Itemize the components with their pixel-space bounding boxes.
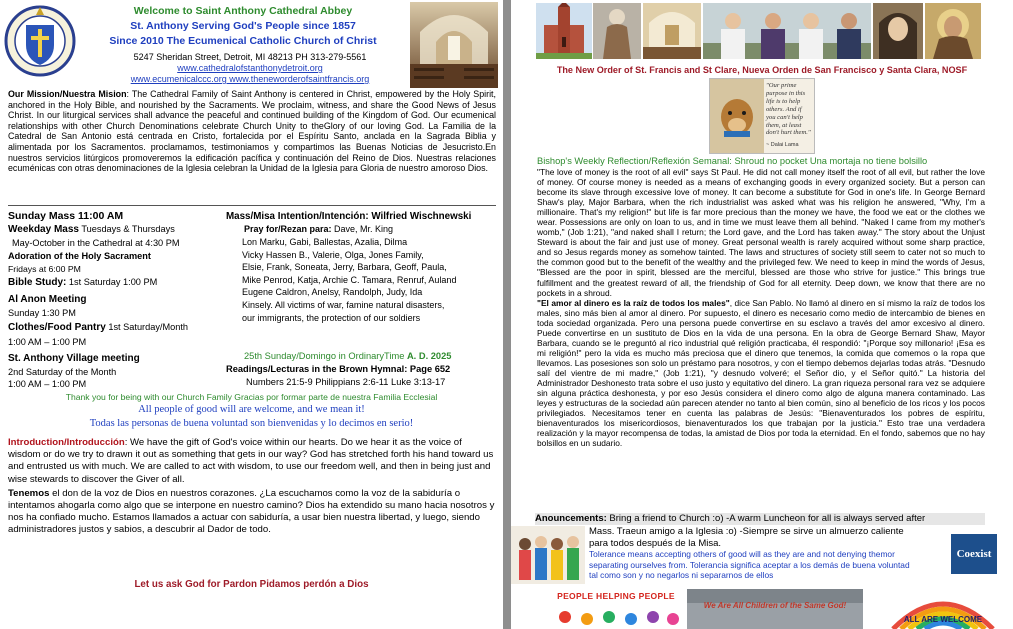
announcements-text-en: Bring a friend to Church :o) -A warm Luncheon for all is always served after bbox=[606, 513, 926, 524]
pray-label: Pray for/Rezan para: bbox=[244, 224, 332, 234]
village-time: 2nd Saturday of the Month bbox=[8, 367, 117, 377]
all-are-welcome-banner bbox=[889, 589, 997, 629]
cathedral-interior-photo bbox=[410, 2, 498, 88]
same-god-banner bbox=[687, 589, 863, 629]
tolerance-text: Tolerance means accepting others of good will as they are and not denying themor separating ourselves from. Tolerancia significa aceptar a los demás de buena voluntad tal como son y no negarlos ni separarnos de ellos bbox=[589, 549, 910, 581]
sunday-ordinary-time: 25th Sunday/Domingo in OrdinaryTime bbox=[244, 351, 405, 361]
left-page bbox=[0, 0, 503, 629]
schedule-section bbox=[8, 209, 230, 390]
address-text: 5247 Sheridan Street, Detroit, MI 48213 PH 313-279-5561 bbox=[133, 52, 367, 62]
alanon-title: Al Anon Meeting bbox=[8, 294, 87, 305]
dog-photo-icon bbox=[710, 79, 764, 153]
introduction-es-lead: Tenemos bbox=[8, 487, 50, 499]
weekday-mass-title: Weekday Mass bbox=[8, 224, 79, 235]
children-group-photo bbox=[511, 526, 585, 584]
prayer-name-line: Eugene Caldron, Anelsy, Randolph, Judy, Ida bbox=[242, 287, 423, 298]
reflection-title: Bishop's Weekly Reflection/Reflexión Semanal: Shroud no pocket Una mortaja no tiene bolsillo bbox=[537, 156, 928, 166]
prayer-name-line: Kinsely. All victims of war, famine natural disasters, bbox=[242, 299, 445, 310]
mission-section bbox=[8, 89, 496, 174]
cathedral-altar-photo bbox=[643, 3, 701, 59]
welcome-all-en: All people of good will are welcome, and we mean it! bbox=[138, 404, 365, 415]
coexist-logo-text: Coexist bbox=[956, 548, 992, 560]
quote-author: ~ Dalai Lama bbox=[766, 142, 799, 148]
order-heading: The New Order of St. Francis and St Clare, Nueva Orden de San Francisco y Santa Clara, NOSF bbox=[556, 65, 968, 75]
adoration-time: Fridays at 6:00 PM bbox=[8, 264, 81, 274]
all-are-welcome-text: ALL ARE WELCOME bbox=[903, 615, 983, 624]
reflection-text-en: "The love of money is the root of all evil" says St Paul. He did not call money itself the root of all evil, but rather the love of money. Of course money is needed as a means of exchanging goods in every organized society. But a person can become its slave through excessive love of money. It can become a substitute for God in one's life. In George Bernard Shaw's play, Major Barbara, when the rich industrialist was asked what was his religion he answered, "Why, I'm a millionaire. That's my religion!" but life is far more precious than the money we have, the food we eat or the clothes we wear. Possessions are only on loan to us, and in time we must leave them all behind. "Naked I came from my mother's womb," (Job 1:21), "and naked shall I return; the Lord gave, and the Lord has taken away." The story about the Unjust Steward is about the fair and just use of money. Great personal wealth is rarely acquired without some sharp practice, and so Jesus regards money as somehow tainted. The laws and structures of society still seem to cater not so much to the common good but to the benefit of the wealthy and the privileged few. We need to keep in mind the words of Jesus, "Blessed are the poor in spirit, blessed are the merciful, blessed are those who strive for justice." This brings true fulfillment and the greatest reward of all, the friendship of God for all eternity. Deep down, we know that there are no pockets in a shroud. bbox=[537, 167, 985, 298]
readings-title: Readings/Lecturas in the Brown Hymnal: Page 652 bbox=[226, 364, 451, 374]
since-heading: Since 2010 The Ecumenical Catholic Church of Christ bbox=[109, 35, 377, 47]
intention-title: Mass/Misa Intention/Intención: Wilfried Wischnewski bbox=[226, 211, 472, 222]
village-hours: 1:00 AM – 1:00 PM bbox=[8, 379, 87, 389]
prayer-name-line: Elsie, Frank, Soneata, Jerry, Barbara, Geoff, Paula, bbox=[242, 262, 447, 273]
sunday-mass: Sunday Mass 11:00 AM bbox=[8, 210, 124, 222]
alanon-time: Sunday 1:30 PM bbox=[8, 308, 76, 318]
bible-study-time: 1st Saturday 1:00 PM bbox=[66, 277, 158, 287]
thanks-text: Thank you for being with our Church Family Gracias por formar parte de nuestra Familia Ecclesial bbox=[65, 392, 438, 402]
prayer-name-line: Mike Penrod, Katja, Archie C. Tamara, Renruf, Auland bbox=[242, 274, 457, 285]
reflection-section bbox=[537, 155, 985, 448]
church-seal-icon bbox=[4, 3, 76, 85]
readings-section bbox=[226, 350, 501, 388]
announcements-section bbox=[535, 513, 985, 525]
st-francis-icon-photo bbox=[925, 3, 981, 59]
serving-heading: St. Anthony Serving God's People since 1857 bbox=[130, 20, 356, 32]
reflection-es-lead: "El amor al dinero es la raíz de todos los males" bbox=[537, 297, 730, 308]
right-page bbox=[511, 0, 1013, 629]
bible-study-title: Bible Study: bbox=[8, 277, 67, 288]
welcome-all-es: Todas las personas de buena voluntad son bienvenidas y lo decimos en serio! bbox=[89, 418, 414, 429]
village-title: St. Anthony Village meeting bbox=[8, 353, 140, 364]
prayer-name-line: Lon Marku, Gabi, Ballestas, Azalia, Dilma bbox=[242, 237, 408, 247]
website-link-2[interactable]: www.ecumenicalccc.org www.theneworderofsaintfrancis.org bbox=[130, 74, 370, 84]
pray-first: Dave, Mr. King bbox=[331, 224, 394, 234]
mission-text-es: La Familia de la Catedral de San Antonio está centrada en Cristo, fortalecida por el Espíritu Santo, anclada en la Sagrada Biblia y alimentada por los Sacramentos. proclamamos, testimoniamos y compartimos las Buenas Noticias de Jesucristo.En nuestros servicios litúrgicos promoveremos la edificación pacífica y continuación del Reino de Dios. Nuestras relaciones ecuménicas con otras denominaciones de la Iglesia celebran la Unidad de la Iglesia para Gloria de nuestro amoroso Dios. bbox=[8, 120, 497, 174]
weekday-mass-detail: May-October in the Cathedral at 4:30 PM bbox=[12, 238, 180, 248]
mission-text-en: : The Cathedral Family of Saint Anthony is centered in Christ, empowered by the Holy Spirit, anchored in the Holy Bible, and nourished by the Sacraments. We proclaim, witness, and share the Good News of Jesus Christ. In our liturgical services shall advance the peaceful and continued building of the Kingdom of God. Our ecumenical relationships with other Church Denominations celebrate Church Unity to theGlory of our loving God. bbox=[8, 89, 496, 131]
pantry-title: Clothes/Food Pantry bbox=[8, 322, 106, 333]
introduction-text-es: el don de la voz de Dios en nuestros corazones. ¿La escuchamos como la voz de la sabiduría o intentamos ahogarla como algo que se interpone en nuestro camino? Dios ha extendido su mano hacia nosotros y nos ha confiado mucho. Estamos llamados a actuar con sabiduría, a usar bien nuestra libertad, y luego, siendo administradores justos y sabios, a descubrir al Dador de todo. bbox=[8, 487, 495, 536]
introduction-title: Introduction/Introducción bbox=[8, 437, 125, 448]
prayer-name-line: our immigrants, the protection of our soldiers bbox=[242, 312, 421, 323]
pantry-time: 1st Saturday/Month bbox=[105, 322, 189, 332]
introduction-section bbox=[8, 437, 496, 537]
divider bbox=[8, 205, 496, 206]
announcements-title: Anouncements: bbox=[535, 513, 607, 524]
helping-text: PEOPLE HELPING PEOPLE bbox=[557, 591, 675, 601]
reflection-text-es: , dice San Pablo. No llamó al dinero en sí mismo la raíz de todos los males, sino más bien al amor al dinero. Por supuesto, el dinero es necesario como medio de intercambio de bienes en toda sociedad organizada. Pero una persona puede convertirse en su esclavo a través del amor excesivo al dinero. Puede convertirse en un sustituto de Dios en la vida de una persona. En la obra de George Bernard Shaw, Mayor Barbara, cuando se le preguntó al rico industrial qué religión practicaba, él respondió: "¡Porque soy millonario! ¡Esa es mi religión!" pero la vida es mucho más preciosa que el dinero que tenemos, la comida que comemos o la ropa que llevamos. Las posesiones son solo un préstamo para nosotros, y con el tiempo debemos dejarlas todas atrás. "Desnudo salí del vientre de mi madre," (Job 1:21), "y desnudo volveré; el Señor dio, y el Señor quitó." La historia del Administrador Deshonesto trata sobre el uso justo y equitativo del dinero. La gran riqueza personal rara vez se adquiere sin alguna práctica deshonesta, y por eso Jesús considera el dinero como algo de alguna manera contaminado. Las leyes y estructuras de la sociedad aún parecen atender no tanto al bien común, sino al beneficio de los ricos y los pocos privilegiados. Necesitamos tener en cuenta las palabras de Jesús: "Bienaventurados los pobres de espíritu, bienaventurados los misericordiosos, bienaventurados los que trabajan por la justicia." Esto trae una verdadera realización y la mayor recompensa de todas, la amistad de Dios por toda la eternidad. En el fondo, sabemos que no hay bolsillos en un sudario. bbox=[537, 297, 985, 449]
pardon-line: Let us ask God for Pardon Pidamos perdón a Dios bbox=[134, 579, 369, 590]
church-exterior-photo bbox=[536, 3, 592, 59]
saint-statue-photo bbox=[593, 3, 641, 59]
coexist-logo bbox=[951, 534, 997, 574]
pantry-hours: 1:00 AM – 1:00 PM bbox=[8, 337, 87, 347]
mission-title: Our Mission/Nuestra Mision bbox=[8, 89, 127, 99]
readings-list: Numbers 21:5-9 Philippians 2:6-11 Luke 3:13-17 bbox=[246, 377, 446, 387]
prayer-name-line: Vicky Hassen B., Valerie, Olga, Jones Family, bbox=[242, 249, 424, 260]
welcome-heading: Welcome to Saint Anthony Cathedral Abbey bbox=[133, 5, 353, 17]
readings-year: A. D. 2025 bbox=[406, 351, 452, 361]
weekday-mass-days: Tuesdays & Thursdays bbox=[78, 224, 175, 234]
adoration-title: Adoration of the Holy Sacrament bbox=[8, 251, 151, 261]
children-text: We Are All Children of the Same God! bbox=[703, 601, 847, 610]
website-link-1[interactable]: www.cathedralofstanthonydetroit.org bbox=[177, 63, 323, 73]
dalai-lama-quote-card bbox=[709, 78, 815, 154]
clergy-group-photo bbox=[703, 3, 871, 59]
prayer-names-list bbox=[226, 236, 501, 324]
announcements-text-es: Mass. Traeun amigo a la Iglesia :o) -Siempre se sirve un almuerzo caliente para todos después de la Misa. bbox=[589, 526, 904, 549]
intentions-section bbox=[226, 210, 501, 324]
introduction-text-en: : We have the gift of God's voice within our hearts. Do we hear it as the voice of wisdom or do we try to drawn it out as something that gets in our way? God has stretched forth his hand toward us and entrusted us with much. We are called to act with wisdom, to use our freedom well, and then in being just and wise stewards to discover the Giver of all. bbox=[8, 437, 494, 485]
nun-portrait-photo bbox=[873, 3, 923, 59]
quote-text: "Our prime purpose in this life is to help others. And if you can't help them, at least don't hurt them." bbox=[766, 82, 811, 137]
people-helping-people-banner bbox=[547, 589, 685, 629]
